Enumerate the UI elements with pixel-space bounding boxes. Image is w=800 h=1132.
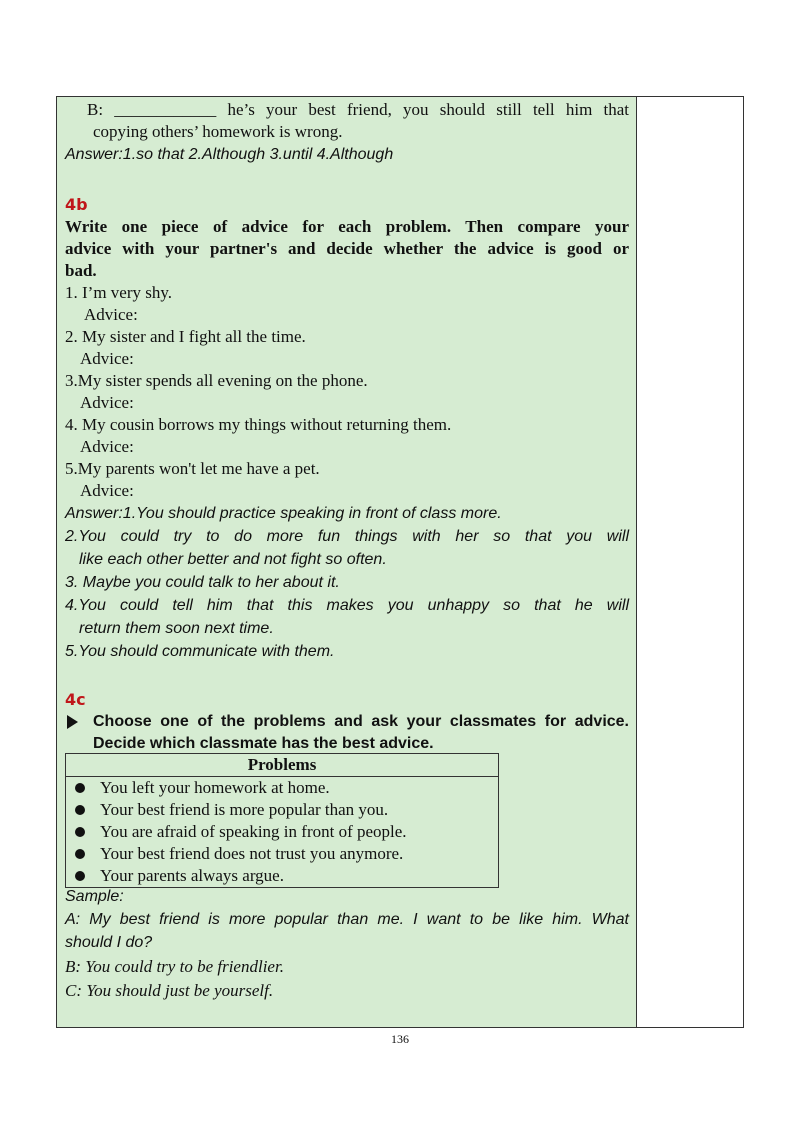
bullet-icon (75, 805, 85, 815)
problem-text: You left your homework at home. (100, 778, 330, 797)
advice-label: Advice: (80, 437, 134, 456)
instruction-4b-line-1: Write one piece of advice for each problem. Then compare your (65, 217, 629, 236)
problem-item: 3.My sister spends all evening on the phone. (65, 371, 368, 390)
sample-line: should I do? (65, 934, 153, 951)
problems-table-header: Problems (66, 754, 498, 777)
advice-label: Advice: (80, 481, 134, 500)
blank-notes-cell (637, 97, 743, 1027)
answer-line: return them soon next time. (79, 620, 274, 637)
arrow-bullet-icon (67, 715, 78, 729)
sample-label: Sample: (65, 888, 124, 905)
instruction-4b-line-3: bad. (65, 261, 97, 280)
problem-list-item (66, 821, 498, 843)
advice-label: Advice: (80, 393, 134, 412)
bullet-icon (75, 783, 85, 793)
sample-line: B: You could try to be friendlier. (65, 957, 284, 976)
problem-item: 4. My cousin borrows my things without returning them. (65, 415, 452, 434)
problems-table (65, 753, 499, 888)
advice-label: Advice: (84, 305, 138, 324)
answer-line: 2.You could try to do more fun things with her so that you will (65, 528, 629, 545)
problem-text: Your parents always argue. (100, 866, 284, 885)
answer-line: 3. Maybe you could talk to her about it. (65, 574, 340, 591)
answer-line: Answer:1.You should practice speaking in front of class more. (65, 505, 502, 522)
problem-text: You are afraid of speaking in front of people. (100, 822, 407, 841)
problem-text: Your best friend does not trust you anymore. (100, 844, 404, 863)
page-number: 136 (391, 1032, 409, 1046)
instruction-4c-line-1: Choose one of the problems and ask your classmates for advice. (93, 713, 629, 730)
problem-item: 1. I’m very shy. (65, 283, 173, 302)
problem-list-item (66, 777, 498, 799)
instruction-4b-line-2: advice with your partner's and decide whether the advice is good or (65, 239, 629, 258)
content-cell (57, 97, 637, 1027)
problem-list-item (66, 799, 498, 821)
bullet-icon (75, 871, 85, 881)
worksheet-table (56, 96, 744, 1028)
dialog-answer: Answer:1.so that 2.Although 3.until 4.Although (65, 146, 394, 163)
problem-item: 2. My sister and I fight all the time. (65, 327, 306, 346)
dialog-b-line2: copying others’ homework is wrong. (93, 122, 343, 141)
sample-line: A: My best friend is more popular than me. I want to be like him. What (65, 911, 629, 928)
answer-line: 4.You could tell him that this makes you unhappy so that he will (65, 597, 629, 614)
advice-label: Advice: (80, 349, 134, 368)
section-4b-tag: 4b (65, 195, 88, 214)
dialog-b-line: B: ____________ he’s your best friend, you should still tell him that (87, 100, 629, 119)
section-4c-tag: 4c (65, 690, 86, 709)
sample-line: C: You should just be yourself. (65, 981, 274, 1000)
problem-list-item (66, 865, 498, 887)
problem-text: Your best friend is more popular than you. (100, 800, 389, 819)
bullet-icon (75, 827, 85, 837)
problem-list-item (66, 843, 498, 865)
answer-line: like each other better and not fight so often. (79, 551, 387, 568)
problem-item: 5.My parents won't let me have a pet. (65, 459, 320, 478)
answer-line: 5.You should communicate with them. (65, 643, 335, 660)
bullet-icon (75, 849, 85, 859)
instruction-4c-line-2: Decide which classmate has the best advice. (93, 735, 434, 752)
instruction-4c-row (65, 711, 629, 733)
